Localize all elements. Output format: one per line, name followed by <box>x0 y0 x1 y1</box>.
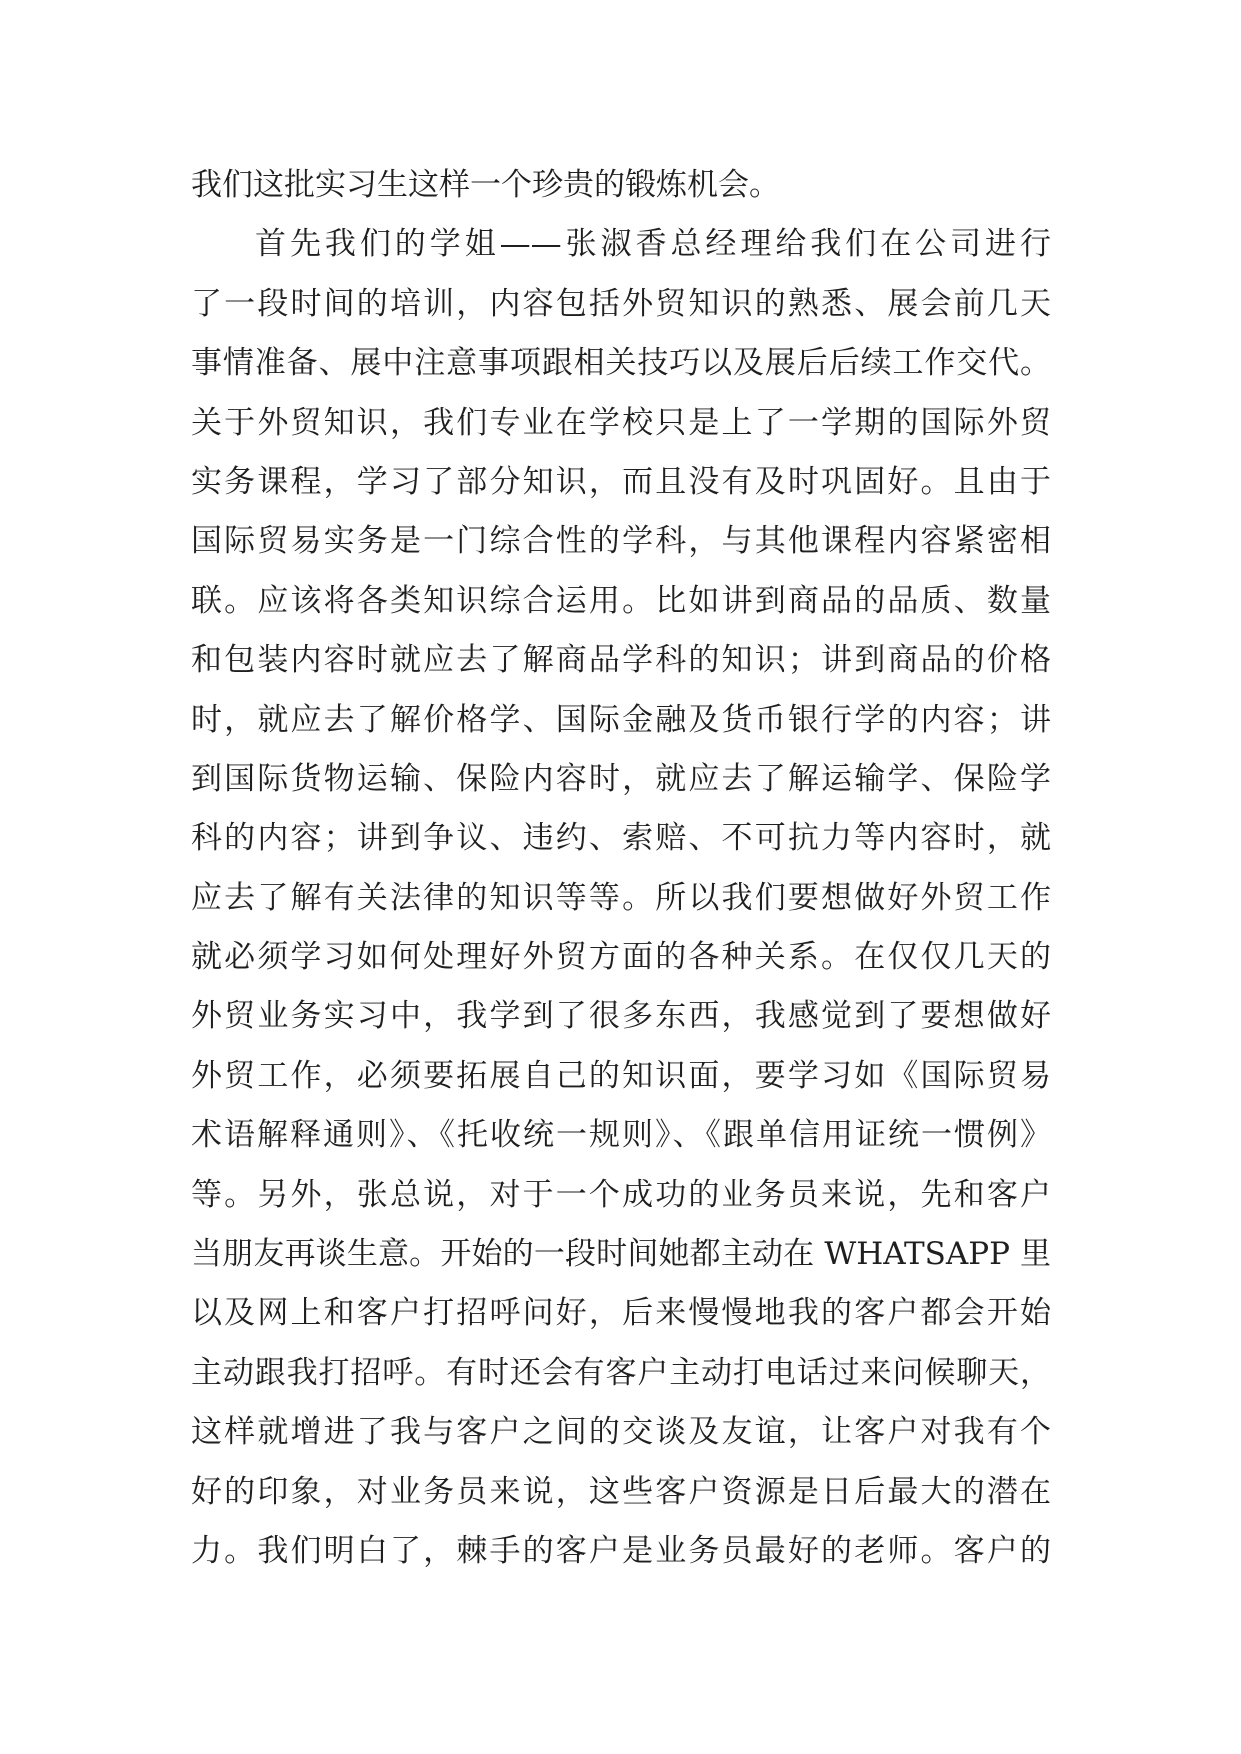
paragraph-first-line: 首先我们的学姐——张淑香总经理给我们在公司进行 <box>255 226 1051 263</box>
text-line: 了一段时间的培训，内容包括外贸知识的熟悉、展会前几天 <box>191 285 1051 322</box>
text-line: 事情准备、展中注意事项跟相关技巧以及展后后续工作交代。 <box>191 345 1051 382</box>
text-line: 国际贸易实务是一门综合性的学科，与其他课程内容紧密相 <box>191 523 1051 560</box>
text-line: 实务课程，学习了部分知识，而且没有及时巩固好。且由于 <box>191 463 1051 500</box>
text-line: 外贸业务实习中，我学到了很多东西，我感觉到了要想做好 <box>191 998 1051 1035</box>
text-line: 和包装内容时就应去了解商品学科的知识；讲到商品的价格 <box>191 642 1051 679</box>
text-line: 我们这批实习生这样一个珍贵的锻炼机会。 <box>191 167 780 203</box>
text-line: 等。另外，张总说，对于一个成功的业务员来说，先和客户 <box>191 1176 1051 1213</box>
text-line: 应去了解有关法律的知识等等。所以我们要想做好外贸工作 <box>191 879 1051 916</box>
text-line: 到国际货物运输、保险内容时，就应去了解运输学、保险学 <box>191 760 1051 797</box>
text-line: 术语解释通则》、《托收统一规则》、《跟单信用证统一惯例》 <box>191 1117 1051 1154</box>
text-line: 科的内容；讲到争议、违约、索赔、不可抗力等内容时，就 <box>191 820 1051 857</box>
text-line: 外贸工作，必须要拓展自己的知识面，要学习如《国际贸易 <box>191 1057 1051 1094</box>
text-line: 当朋友再谈生意。开始的一段时间她都主动在 WHATSAPP 里 <box>191 1236 1051 1273</box>
text-line: 好的印象，对业务员来说，这些客户资源是日后最大的潜在 <box>191 1473 1051 1510</box>
text-line: 主动跟我打招呼。有时还会有客户主动打电话过来问候聊天， <box>191 1354 1051 1391</box>
text-line: 时，就应去了解价格学、国际金融及货币银行学的内容；讲 <box>191 701 1051 738</box>
text-line: 力。我们明白了，棘手的客户是业务员最好的老师。客户的 <box>191 1532 1051 1569</box>
text-line: 联。应该将各类知识综合运用。比如讲到商品的品质、数量 <box>191 582 1051 619</box>
text-line: 就必须学习如何处理好外贸方面的各种关系。在仅仅几天的 <box>191 939 1051 976</box>
body-text <box>191 156 1051 1581</box>
text-line: 关于外贸知识，我们专业在学校只是上了一学期的国际外贸 <box>191 404 1051 441</box>
text-line: 以及网上和客户打招呼问好，后来慢慢地我的客户都会开始 <box>191 1295 1051 1332</box>
text-line: 这样就增进了我与客户之间的交谈及友谊，让客户对我有个 <box>191 1414 1051 1451</box>
